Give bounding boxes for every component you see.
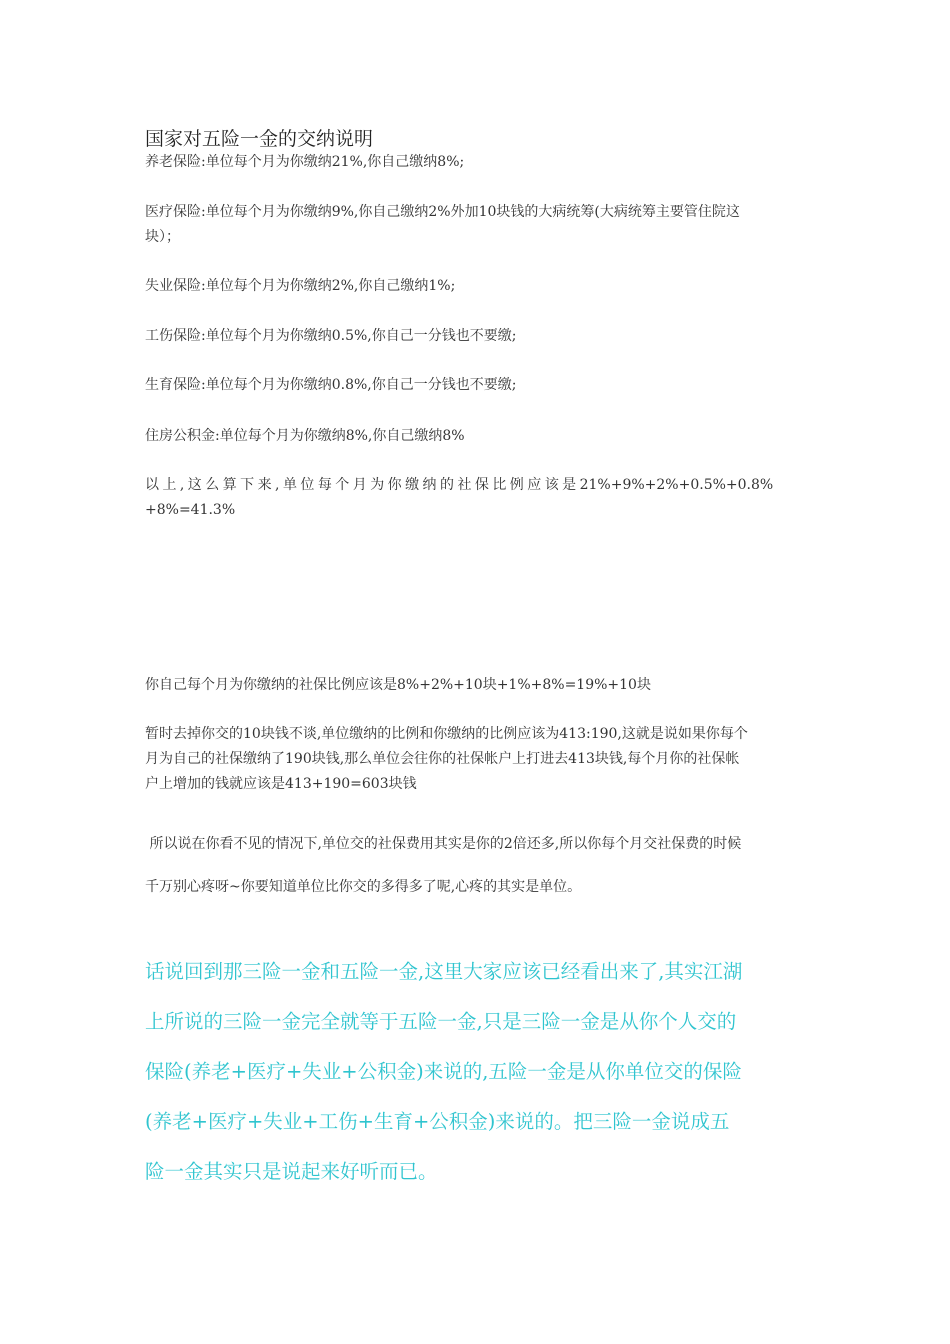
unit-total-line-2: +8%=41.3%	[145, 502, 236, 518]
highlight-line-2: 上所说的三险一金完全就等于五险一金,只是三险一金是从你个人交的	[145, 1010, 737, 1033]
ratio-line-1: 暂时去掉你交的10块钱不谈,单位缴纳的比例和你缴纳的比例应该为413:190,这就是说如果你每个	[145, 726, 748, 742]
maternity-insurance-text: 生育保险:单位每个月为你缴纳0.8%,你自己一分钱也不要缴;	[145, 377, 517, 393]
ratio-line-3: 户上增加的钱就应该是413+190=603块钱	[145, 776, 417, 792]
conclusion-line-2: 千万别心疼呀~你要知道单位比你交的多得多了呢,心疼的其实是单位。	[145, 879, 582, 895]
medical-insurance-line-2: 块）；	[145, 229, 180, 245]
medical-insurance-text	[145, 200, 807, 250]
highlight-line-3: 保险(养老+医疗+失业+公积金)来说的,五险一金是从你单位交的保险	[145, 1060, 742, 1083]
conclusion-text	[145, 822, 807, 910]
medical-insurance-line-1: 医疗保险:单位每个月为你缴纳9%,你自己缴纳2%外加10块钱的大病统筹(大病统筹主要管住院这	[145, 204, 740, 220]
unemployment-insurance-text: 失业保险:单位每个月为你缴纳2%,你自己缴纳1%;	[145, 278, 456, 294]
document-title: 国家对五险一金的交纳说明	[145, 128, 374, 150]
self-total-text: 你自己每个月为你缴纳的社保比例应该是8%+2%+10块+1%+8%=19%+10块	[145, 677, 651, 693]
highlight-line-4: (养老+医疗+失业+工伤+生育+公积金)来说的。把三险一金说成五	[145, 1110, 730, 1133]
ratio-explanation-text	[145, 722, 807, 797]
highlight-paragraph	[145, 947, 810, 1197]
unit-total-text	[145, 473, 807, 523]
unit-total-line-1: 以 上 , 这 么 算 下 来 , 单 位 每 个 月 为 你 缴 纳 的 社 保 比 例 应 该 是 21%+9%+2%+0.5%+0.8%	[145, 477, 774, 493]
injury-insurance-text: 工伤保险:单位每个月为你缴纳0.5%,你自己一分钱也不要缴;	[145, 328, 517, 344]
housing-fund-text: 住房公积金:单位每个月为你缴纳8%,你自己缴纳8%	[145, 428, 465, 444]
highlight-line-1: 话说回到那三险一金和五险一金,这里大家应该已经看出来了,其实江湖	[145, 960, 743, 983]
pension-insurance-text: 养老保险:单位每个月为你缴纳21%,你自己缴纳8%;	[145, 154, 465, 170]
ratio-line-2: 月为自己的社保缴纳了190块钱,那么单位会往你的社保帐户上打进去413块钱,每个月你的社保帐	[145, 751, 740, 767]
conclusion-line-1: 所以说在你看不见的情况下,单位交的社保费用其实是你的2倍还多,所以你每个月交社保费的时候	[145, 836, 742, 852]
highlight-line-5: 险一金其实只是说起来好听而已。	[145, 1160, 438, 1183]
